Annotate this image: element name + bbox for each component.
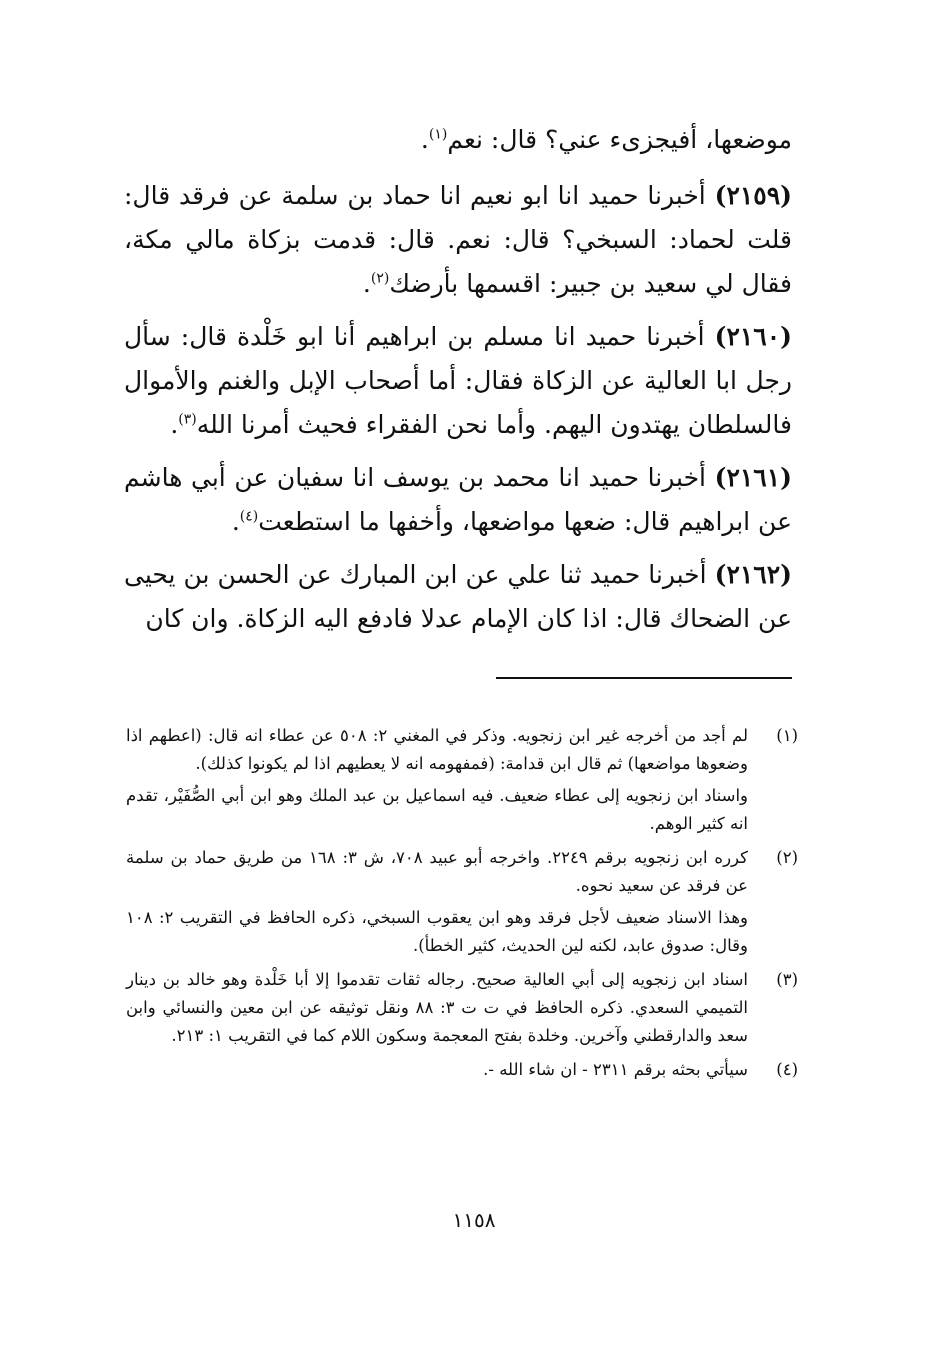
paragraph-end: . (362, 269, 371, 298)
footnote-number: (٣) (776, 970, 798, 989)
hadith-entry (124, 174, 792, 306)
footnote (126, 722, 798, 842)
footnote-ref: (٣) (178, 411, 197, 428)
page-number: ١١٥٨ (452, 1208, 496, 1232)
hadith-text: أخبرنا حميد ثنا علي عن ابن المبارك عن الحسن بن يحيى عن الضحاك قال: اذا كان الإمام عدلا فادفع اليه الزكاة. وان كان (124, 560, 792, 633)
footnote-paragraph: سيأتي بحثه برقم ٢٣١١ - ان شاء الله -. (483, 1060, 748, 1079)
footnote-separator (496, 677, 792, 679)
footnote-paragraph: كرره ابن زنجويه برقم ٢٢٤٩. واخرجه أبو عبيد ٧٠٨، ش ٣: ١٦٨ من طريق حماد بن سلمة عن فرقد عن سعيد نحوه. (126, 848, 749, 895)
continuation-paragraph (124, 118, 792, 162)
paragraph-end: . (231, 507, 240, 536)
footnote-ref: (٢) (370, 270, 390, 287)
hadith-entry (124, 456, 792, 544)
footnote-number: (١) (776, 726, 798, 745)
footnote-number: (٢) (776, 848, 798, 867)
paragraph-end: . (420, 125, 429, 154)
footnote (126, 844, 798, 964)
hadith-number: (٢١٥٩) (714, 181, 792, 210)
main-text (124, 118, 792, 650)
footnote-paragraph: وهذا الاسناد ضعيف لأجل فرقد وهو ابن يعقوب السبخي، ذكره الحافظ في التقريب ٢: ١٠٨ وقال: صدوق عابد، لكنه لين الحديث، كثير الخطأ). (126, 908, 748, 955)
hadith-text: أخبرنا حميد انا ابو نعيم انا حماد بن سلمة عن فرقد قال: قلت لحماد: السبخي؟ قال: نعم. قال: قدمت بزكاة مالي مكة، فقال لي سعيد بن جبير: اقسمها بأرضك (124, 181, 792, 298)
footnote-body (126, 1056, 748, 1088)
footnote (126, 1056, 798, 1088)
footnote-paragraph: واسناد ابن زنجويه إلى عطاء ضعيف. فيه اسماعيل بن عبد الملك وهو ابن أبي الصُّفَيْر، تقدم انه كثير الوهم. (126, 786, 748, 833)
footnote-paragraph: اسناد ابن زنجويه إلى أبي العالية صحيح. رجاله ثقات تقدموا إلا أبا خَلْدة وهو خالد بن دينار التميمي السعدي. ذكره الحافظ في ت ت ٣: ٨٨ ونقل توثيقه عن ابن معين والنسائي وابن سعد والدارقطني وآخرين. وخلدة بفتح المعجمة وسكون اللام كما في التقريب ١: ٢١٣. (126, 970, 748, 1045)
hadith-entry (124, 315, 792, 447)
hadith-entry (124, 553, 792, 641)
footnote-body (126, 722, 748, 842)
hadith-number: (٢١٦٠) (714, 322, 792, 351)
paragraph-end: . (170, 410, 179, 439)
footnote-body (126, 966, 748, 1054)
hadith-text: أخبرنا حميد انا محمد بن يوسف انا سفيان عن أبي هاشم عن ابراهيم قال: ضعها مواضعها، وأخفها ما استطعت (124, 463, 792, 536)
footnote-ref: (١) (428, 126, 448, 143)
footnote (126, 966, 798, 1054)
hadith-number: (٢١٦١) (714, 463, 792, 492)
hadith-number: (٢١٦٢) (714, 560, 792, 589)
footnote-paragraph: لم أجد من أخرجه غير ابن زنجويه. وذكر في المغني ٢: ٥٠٨ عن عطاء انه قال: (اعطهم اذا وضعوها مواضعها) ثم قال ابن قدامة: (فمفهومه انه لا يعطيهم اذا لم يكونوا كذلك). (126, 726, 749, 773)
hadith-text: أخبرنا حميد انا مسلم بن ابراهيم أنا ابو خَلْدة قال: سأل رجل ابا العالية عن الزكاة فقال: أما أصحاب الإبل والغنم والأموال فالسلطان يهتدون اليهم. وأما نحن الفقراء فحيث أمرنا الله (124, 322, 792, 439)
footnote-number: (٤) (776, 1060, 798, 1079)
paragraph-text: موضعها، أفيجزىء عني؟ قال: نعم (447, 125, 792, 154)
footnotes (126, 722, 798, 1090)
footnote-body (126, 844, 748, 964)
footnote-ref: (٤) (239, 508, 259, 525)
